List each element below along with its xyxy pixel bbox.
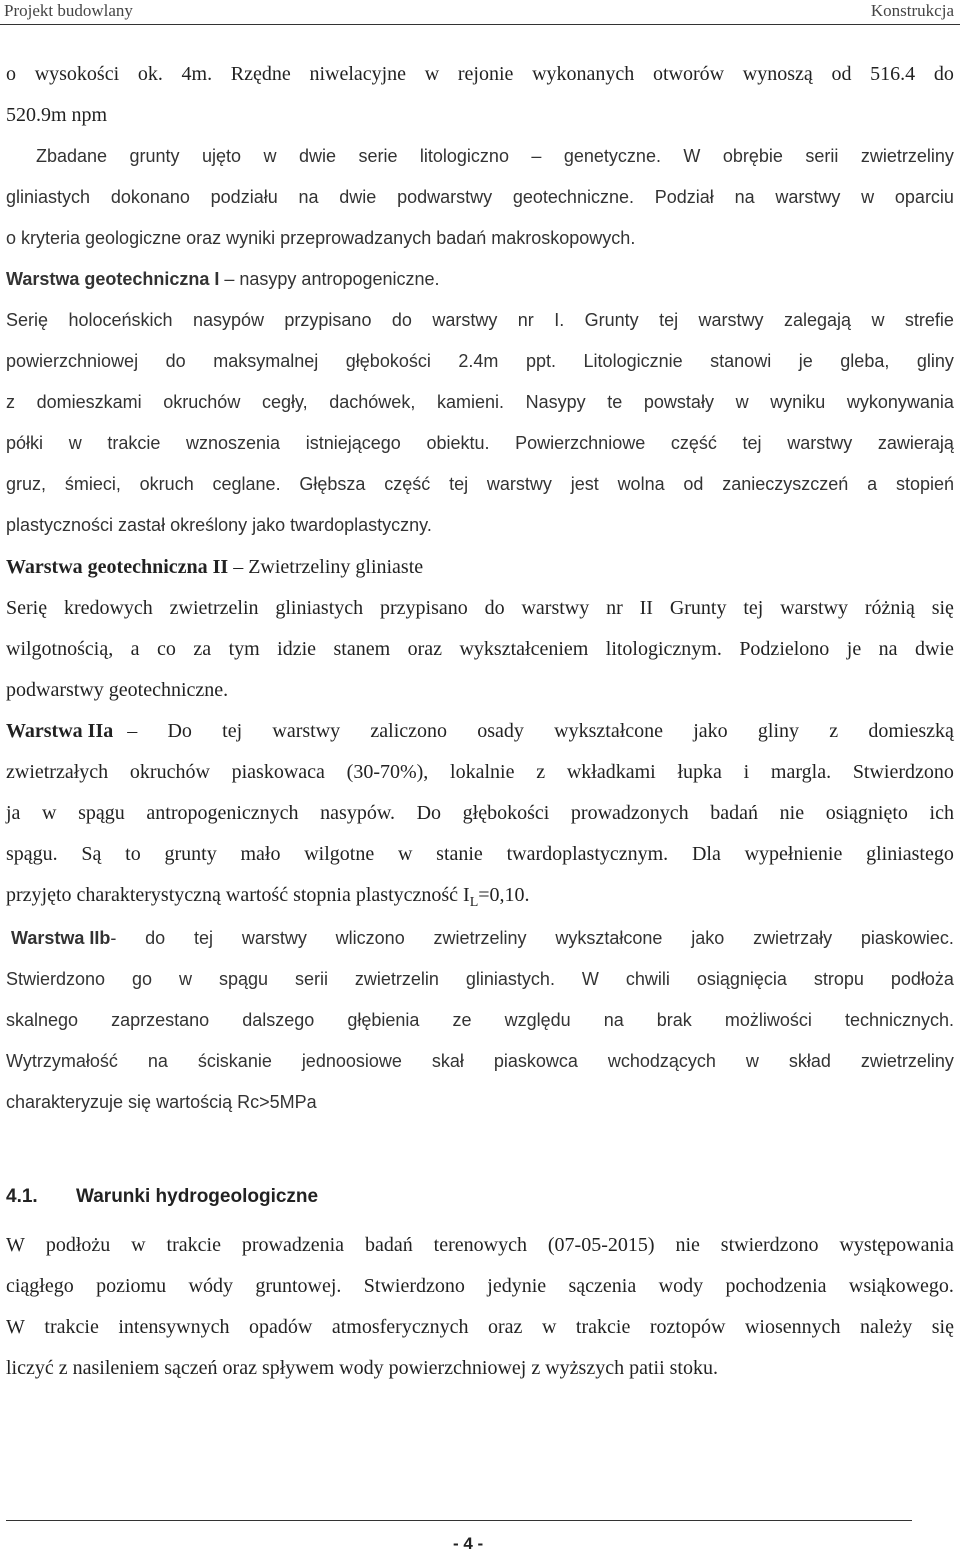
word: podwarstwy — [397, 187, 493, 207]
word: wolna — [617, 474, 665, 494]
word: do — [484, 597, 505, 619]
word: tej — [222, 720, 243, 742]
word: względu — [504, 1010, 571, 1030]
word: skalnego — [6, 1010, 79, 1030]
layer-i-line-4 — [6, 433, 954, 454]
word: wykształcone — [555, 928, 663, 948]
word: różnią — [864, 597, 915, 619]
word: jednoosiowe — [301, 1051, 402, 1071]
word: gleba, — [840, 351, 890, 371]
word: wykształcone — [554, 720, 664, 742]
word: tej — [659, 310, 679, 330]
series-line-3: o kryteria geologiczne oraz wyniki przeprowadzanych badań makroskopowych. — [6, 228, 636, 248]
word: tej — [742, 433, 762, 453]
page-header — [0, 0, 960, 25]
layer-iia-line-2 — [6, 761, 954, 784]
word: mało — [240, 843, 281, 865]
word: oraz — [407, 638, 443, 660]
word: wypełnienie — [744, 843, 843, 865]
word: do — [165, 351, 186, 371]
word: oraz — [487, 1316, 523, 1338]
word: wilgotnością, — [6, 638, 114, 660]
word: je — [846, 638, 862, 660]
word: ujęto — [202, 146, 242, 166]
word: dwie — [339, 187, 377, 207]
word: nr — [606, 597, 623, 619]
section-number: 4.1. — [6, 1186, 38, 1207]
word: w — [424, 63, 440, 85]
word: jedynie — [487, 1275, 547, 1297]
word: W — [683, 146, 701, 166]
word: łupka — [677, 761, 722, 783]
word: litologicznym. — [605, 638, 722, 660]
word: półki — [6, 433, 44, 453]
layer-ii-line-1 — [6, 597, 954, 620]
word: występowania — [839, 1234, 954, 1256]
word: część — [670, 433, 717, 453]
word: ściskanie — [197, 1051, 272, 1071]
word: powierzchniowej — [6, 351, 139, 371]
word: w — [397, 843, 413, 865]
word: Rzędne — [230, 63, 291, 85]
word: z — [6, 392, 15, 412]
layer-i-line-3 — [6, 392, 954, 413]
word: roztopów — [649, 1316, 726, 1338]
layer-i-heading-line — [6, 269, 960, 290]
word: i — [743, 761, 750, 783]
word: domieszką — [868, 720, 954, 742]
word: do — [391, 310, 412, 330]
word: nie — [675, 1234, 700, 1256]
series-line-2 — [6, 187, 954, 208]
layer-i-heading-rest: – nasypy antropogeniczne. — [219, 269, 440, 289]
word: Wytrzymałość — [6, 1051, 118, 1071]
word: podziału — [210, 187, 278, 207]
word: zaprzestano — [111, 1010, 210, 1030]
word: obiektu. — [426, 433, 490, 453]
word: tym — [228, 638, 260, 660]
word: prowadzonych — [570, 802, 689, 824]
word: brak — [656, 1010, 692, 1030]
layer-iia-line-5-text: przyjęto charakterystyczną wartość stopnia plastyczność I — [6, 884, 470, 906]
word: wysokości — [34, 63, 120, 85]
word: gliniastych. — [465, 969, 555, 989]
word: kamieni. — [436, 392, 504, 412]
word: opadów — [248, 1316, 313, 1338]
word: ze — [452, 1010, 472, 1030]
word: w — [541, 1316, 557, 1338]
word: w — [871, 310, 885, 330]
word: W — [6, 1316, 25, 1338]
word: sączenia — [568, 1275, 637, 1297]
layer-ii-heading-rest: – Zwietrzeliny gliniaste — [228, 556, 424, 578]
section-line-2 — [6, 1275, 954, 1298]
section-line-1 — [6, 1234, 954, 1257]
layer-iia-line-5-subscript: L — [469, 895, 479, 910]
word: a — [867, 474, 878, 494]
word: osiągnięcia — [696, 969, 787, 989]
word: okruch — [139, 474, 194, 494]
word: skał — [431, 1051, 464, 1071]
word: w — [179, 969, 192, 989]
word: zalegają — [783, 310, 852, 330]
word: geotechniczne. — [512, 187, 634, 207]
word: ok. — [137, 63, 163, 85]
word: warstwy — [698, 310, 764, 330]
word: stopień — [895, 474, 954, 494]
word: powstały — [643, 392, 714, 412]
word: litologiczno — [419, 146, 509, 166]
word: gliniastych — [275, 597, 364, 619]
word: tej — [194, 928, 214, 948]
word: obrębie — [722, 146, 783, 166]
word: głębokości — [462, 802, 550, 824]
word: technicznych. — [844, 1010, 954, 1030]
word: za — [193, 638, 212, 660]
word: wilgotne — [304, 843, 375, 865]
word: w — [745, 1051, 759, 1071]
word: do — [933, 63, 954, 85]
layer-ii-line-2 — [6, 638, 954, 661]
section-line-4: liczyć z nasileniem sączeń oraz spływem wody powierzchniowej z wyższych patii stoku. — [6, 1357, 718, 1379]
word: (30-70%), — [346, 761, 429, 783]
word: z — [829, 720, 839, 742]
layer-iia-heading-rest — [113, 720, 954, 743]
word: grunty — [164, 843, 217, 865]
word: badań — [710, 802, 759, 824]
word: serii — [805, 146, 839, 166]
word: Powierzchniowe — [515, 433, 646, 453]
word: dachówek, — [329, 392, 416, 412]
word: od — [683, 474, 704, 494]
word: spągu — [78, 802, 125, 824]
word: nie — [779, 802, 805, 824]
word: dokonano — [110, 187, 190, 207]
word: istniejącego — [305, 433, 401, 453]
word: genetyczne. — [563, 146, 661, 166]
word: okruchów — [163, 392, 241, 412]
word: spągu. — [6, 843, 58, 865]
word: holoceńskich — [68, 310, 173, 330]
word: Nasypy — [525, 392, 586, 412]
intro-line-2: 520.9m npm — [6, 104, 108, 126]
layer-iia-line-5-value: =0,10. — [478, 884, 530, 906]
word: jako — [693, 720, 728, 742]
word: się — [931, 597, 954, 619]
page-number: - 4 - — [453, 1534, 484, 1553]
word: osiągnięto — [825, 802, 908, 824]
word: jest — [570, 474, 599, 494]
word: warstwy — [241, 928, 307, 948]
word: tej — [449, 474, 469, 494]
word: wznoszenia — [186, 433, 281, 453]
word: otworów — [653, 63, 725, 85]
word: W — [6, 1234, 25, 1256]
word: terenowych — [433, 1234, 527, 1256]
word: te — [607, 392, 623, 412]
word: z — [536, 761, 546, 783]
word: serii — [294, 969, 328, 989]
layer-iia-heading-line — [6, 720, 954, 743]
word: serie — [358, 146, 398, 166]
word: część — [384, 474, 431, 494]
word: W — [581, 969, 599, 989]
word: wkładkami — [566, 761, 656, 783]
word: na — [603, 1010, 624, 1030]
word: ppt. — [525, 351, 556, 371]
word: Podział — [654, 187, 714, 207]
word: warstwy — [272, 720, 341, 742]
word: w — [42, 802, 57, 824]
word: zwietrzeliny — [860, 1051, 954, 1071]
word: warstwy — [780, 597, 848, 619]
word: – — [127, 720, 138, 742]
word: stanem — [333, 638, 391, 660]
word: gruntowej. — [255, 1275, 342, 1297]
word: wynoszą — [742, 63, 813, 85]
word: spągu — [218, 969, 268, 989]
word: badań — [364, 1234, 413, 1256]
word: w — [861, 187, 875, 207]
word: niwelacyjne — [309, 63, 407, 85]
word: warstwy — [432, 310, 498, 330]
layer-ii-line-3: podwarstwy geotechniczne. — [6, 679, 229, 701]
word: warstwy — [787, 433, 853, 453]
word: wykonywania — [846, 392, 954, 412]
word: lokalnie — [450, 761, 515, 783]
word: ich — [929, 802, 954, 824]
word: wsiąkowego. — [848, 1275, 954, 1297]
word: wody — [658, 1275, 704, 1297]
word: 2.4m — [458, 351, 499, 371]
footer-divider — [6, 1520, 912, 1521]
word: Są — [81, 843, 102, 865]
word: grunty — [129, 146, 180, 166]
word: warstwy — [486, 474, 552, 494]
word: piaskowca — [493, 1051, 578, 1071]
layer-i-line-5 — [6, 474, 954, 495]
word: Dla — [691, 843, 721, 865]
word: jako — [691, 928, 725, 948]
word: nr — [517, 310, 534, 330]
layer-ii-heading-line — [6, 556, 960, 579]
word: okruchów — [129, 761, 210, 783]
word: Serię — [6, 597, 48, 619]
word: – — [531, 146, 542, 166]
word: strefie — [904, 310, 954, 330]
word: Stwierdzono — [852, 761, 954, 783]
word: wyniku — [770, 392, 826, 412]
word: twardoplastycznym. — [506, 843, 669, 865]
word: stanowi — [710, 351, 772, 371]
word: chwili — [625, 969, 670, 989]
word: na — [147, 1051, 168, 1071]
layer-ii-heading: Warstwa geotechniczna II — [6, 556, 229, 578]
word: co — [157, 638, 176, 660]
word: ceglane. — [212, 474, 281, 494]
word: cegły, — [261, 392, 308, 412]
section-line-3 — [6, 1316, 954, 1339]
section-title: Warunki hydrogeologiczne — [76, 1186, 319, 1207]
word: warstwy — [521, 597, 590, 619]
word: w — [131, 1234, 146, 1256]
layer-iia-heading: Warstwa IIa — [6, 720, 114, 742]
word: głębokości — [345, 351, 431, 371]
word: zwietrzelin — [354, 969, 439, 989]
word: wliczono — [335, 928, 405, 948]
word: się — [931, 1316, 954, 1338]
word: od — [831, 63, 852, 85]
word: gliniastego — [866, 843, 954, 865]
word: dwie — [915, 638, 954, 660]
word: gruz, — [6, 474, 47, 494]
word: Grunty — [584, 310, 639, 330]
word: gliny — [916, 351, 954, 371]
word: Do — [416, 802, 442, 824]
word: Litologicznie — [583, 351, 683, 371]
word: w — [735, 392, 749, 412]
word: zwietrzeliny — [860, 146, 954, 166]
word: gliny — [757, 720, 800, 742]
section-heading — [6, 1186, 318, 1208]
word: przypisano — [284, 310, 372, 330]
word: o — [6, 63, 16, 85]
word: atmosferycznych — [331, 1316, 469, 1338]
word: Stwierdzono — [6, 969, 106, 989]
word: skład — [788, 1051, 831, 1071]
word: do — [145, 928, 166, 948]
layer-iia-line-5 — [6, 884, 960, 911]
word: go — [132, 969, 153, 989]
layer-i-line-6: plastyczności zastał określony jako twardoplastyczny. — [6, 515, 432, 535]
word: trakcie — [575, 1316, 631, 1338]
word: należy — [860, 1316, 913, 1338]
word: Serię — [6, 310, 49, 330]
word: maksymalnej — [213, 351, 319, 371]
word: wiosennych — [744, 1316, 841, 1338]
word: zawierają — [877, 433, 954, 453]
word: intensywnych — [118, 1316, 230, 1338]
layer-i-line-2 — [6, 351, 954, 372]
word: margla. — [770, 761, 832, 783]
word: to — [125, 843, 141, 865]
layer-iib-heading-rest — [110, 928, 954, 949]
word: w — [68, 433, 82, 453]
word: idzie — [277, 638, 317, 660]
word: piaskowiec. — [860, 928, 954, 948]
word: przypisano — [380, 597, 468, 619]
word: ja — [6, 802, 21, 824]
layer-iia-line-3 — [6, 802, 954, 825]
layer-iib-line-3 — [6, 1010, 954, 1031]
word: Podzielono — [739, 638, 830, 660]
word: wykonanych — [532, 63, 635, 85]
word: wykształceniem — [459, 638, 589, 660]
word: (07-05-2015) — [547, 1234, 655, 1256]
word: nasypów. — [320, 802, 395, 824]
layer-iia-line-4 — [6, 843, 954, 866]
word: trakcie — [166, 1234, 221, 1256]
word: wchodzących — [607, 1051, 716, 1071]
word: dalszego — [242, 1010, 315, 1030]
word: zaliczono — [370, 720, 448, 742]
word: zwietrzelin — [169, 597, 259, 619]
word: je — [798, 351, 813, 371]
series-line-1 — [36, 146, 954, 167]
word: piaskowaca — [231, 761, 325, 783]
layer-iib-line-4 — [6, 1051, 954, 1072]
word: śmieci, — [64, 474, 121, 494]
word: a — [130, 638, 140, 660]
word: Stwierdzono — [363, 1275, 465, 1297]
word: na — [298, 187, 319, 207]
word: na — [878, 638, 898, 660]
word: gliniastych — [6, 187, 91, 207]
word: I. — [554, 310, 565, 330]
intro-line-1 — [6, 63, 954, 86]
word: stwierdzono — [720, 1234, 819, 1256]
word: głębienia — [347, 1010, 420, 1030]
word: w — [263, 146, 277, 166]
word: tej — [743, 597, 764, 619]
word: Grunty — [669, 597, 727, 619]
word: Głębsza — [299, 474, 366, 494]
word: warstwy — [775, 187, 841, 207]
word: zwietrzałych — [6, 761, 109, 783]
word: dwie — [298, 146, 336, 166]
word: nasypów — [192, 310, 264, 330]
layer-iib-line-5: charakteryzuje się wartością Rc>5MPa — [6, 1092, 317, 1112]
word: rejonie — [457, 63, 514, 85]
word: Zbadane — [36, 146, 108, 166]
word: 516.4 — [870, 63, 916, 85]
word: 4m. — [181, 63, 213, 85]
word: zwietrzały — [753, 928, 833, 948]
word: antropogenicznych — [146, 802, 299, 824]
word: ciągłego — [6, 1275, 74, 1297]
word: wódy — [188, 1275, 233, 1297]
word: II — [639, 597, 653, 619]
word: podłoża — [890, 969, 954, 989]
layer-iib-line-2 — [6, 969, 954, 990]
word: poziomu — [96, 1275, 167, 1297]
word: kredowych — [63, 597, 153, 619]
word: trakcie — [44, 1316, 99, 1338]
word: stanie — [436, 843, 483, 865]
word: pochodzenia — [725, 1275, 827, 1297]
word: Do — [167, 720, 192, 742]
layer-i-line-1 — [6, 310, 954, 331]
word: stropu — [813, 969, 864, 989]
header-project-title: Projekt budowlany — [4, 1, 133, 20]
word: zanieczyszczeń — [722, 474, 849, 494]
word: na — [734, 187, 755, 207]
header-section-title: Konstrukcja — [870, 1, 954, 20]
word: trakcie — [107, 433, 161, 453]
word: możliwości — [724, 1010, 812, 1030]
word: zwietrzeliny — [433, 928, 527, 948]
word: podłożu — [45, 1234, 111, 1256]
word: oparciu — [894, 187, 954, 207]
word: - — [110, 928, 117, 948]
word: prowadzenia — [241, 1234, 345, 1256]
layer-iib-heading: Warstwa IIb — [11, 928, 111, 948]
layer-iib-heading-line — [11, 928, 954, 949]
word: domieszkami — [36, 392, 142, 412]
word: osady — [477, 720, 524, 742]
layer-i-heading: Warstwa geotechniczna I — [6, 269, 220, 289]
